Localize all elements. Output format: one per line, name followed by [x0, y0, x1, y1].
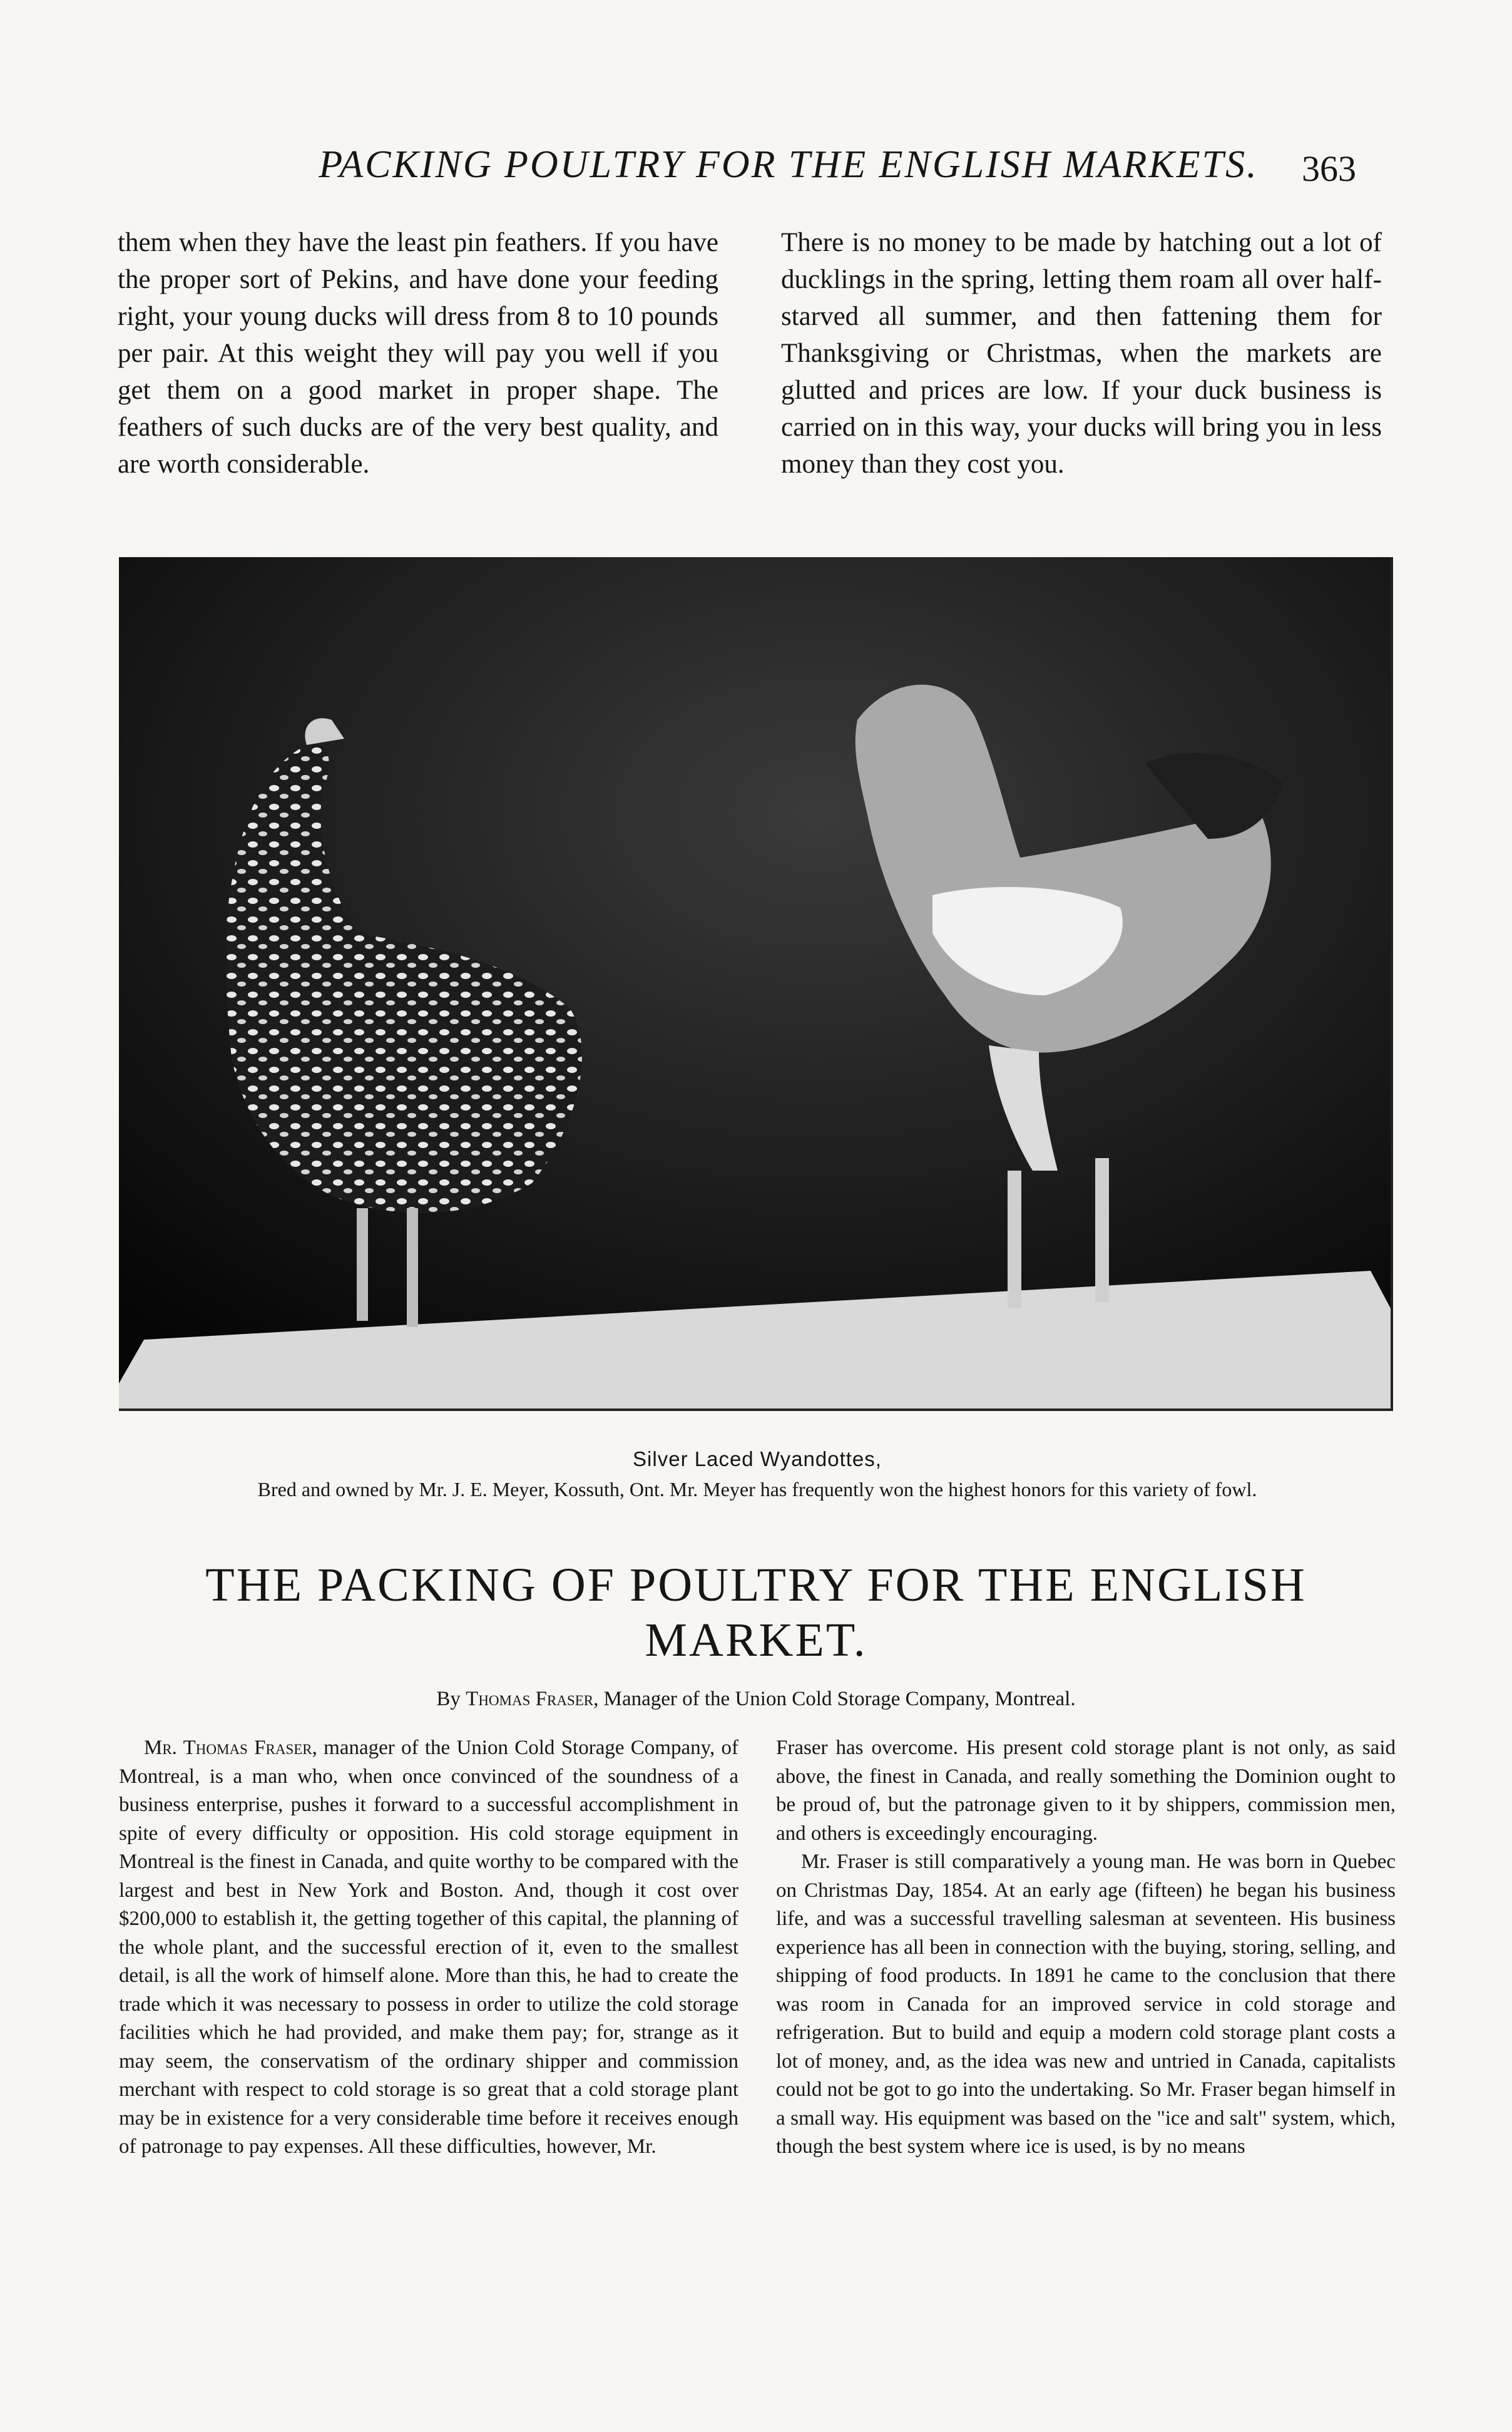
byline-affiliation: , Manager of the Union Cold Storage Company, Montreal.: [593, 1688, 1076, 1710]
page-number: 363: [1302, 148, 1356, 189]
byline-author: Thomas Fraser: [466, 1688, 594, 1710]
caption-title: Silver Laced Wyandottes,: [633, 1447, 882, 1470]
byline: [188, 1688, 1324, 1711]
article-lead-name: Mr. Thomas Fraser: [144, 1737, 312, 1759]
article-left-column: [119, 1734, 738, 2162]
byline-by: By: [436, 1688, 466, 1710]
caption-text: Bred and owned by Mr. J. E. Meyer, Kossuth, Ont. Mr. Meyer has frequently won the highest honors for this variety of fowl.: [257, 1478, 1257, 1501]
running-head: PACKING POULTRY FOR THE ENGLISH MARKETS.: [319, 143, 1259, 186]
article-paragraph: Fraser has overcome. His present cold storage plant is not only, as said above, the finest in Canada, and really something the Dominion ought to be proud of, but the patronage given to it by shippers, commission men, and others is exceedingly encouraging.: [776, 1737, 1396, 1845]
article-right-column: [776, 1734, 1396, 2162]
article-paragraph: [119, 1734, 738, 2162]
wyandottes-photo: [119, 557, 1393, 1411]
photo-caption: [150, 1446, 1364, 1502]
article-paragraph-text: , manager of the Union Cold Storage Company, of Montreal, is a man who, when once convinced of the soundness of a business enterprise, pushes it forward to a successful accomplishment in spite of every difficulty or opposition. His cold storage equipment in Montreal is the finest in Canada, and quite worthy to be compared with the largest and best in New York and Boston. And, though it cost over $200,000 to establish it, the getting together of this capital, the planning of the whole plant, and the successful erection of it, even to the smallest detail, is all the work of himself alone. More than this, he had to create the trade which it was necessary to possess in order to utilize the cold storage facilities which he had provided, and make them pay; for, strange as it may seem, the conservatism of the ordinary shipper and commission merchant with respect to cold storage is so great that a cold storage plant may be in existence for a very considerable time before it receives enough of patronage to pay expenses. All these difficulties, however, Mr.: [119, 1737, 739, 2158]
top-left-column: them when they have the least pin feathers. If you have the proper sort of Pekins, and have done your feeding right, your young ducks will dress from 8 to 10 pounds per pair. At this weight they will pay you well if you get them on a good market in proper shape. The feathers of such ducks are of the very best quality, and are worth considerable.: [118, 228, 718, 479]
top-right-column: There is no money to be made by hatching out a lot of ducklings in the spring, letting them roam all over half-starved all summer, and then fattening them for Thanksgiving or Christmas, when the markets are glutted and prices are low. If your duck business is carried on in this way, your ducks will bring you in less money than they cost you.: [781, 228, 1382, 479]
article-paragraph: Mr. Fraser is still comparatively a young man. He was born in Quebec on Christmas Day, 1854. At an early age (fifteen) he began his business life, and was a successful travelling salesman at seventeen. His business experience has all been in connection with the buying, storing, selling, and shipping of food products. In 1891 he came to the conclusion that there was room in Canada for an improved service in cold storage and refrigeration. But to build and equip a modern cold storage plant costs a lot of money, and, as the idea was new and untried in Canada, capitalists could not be got to go into the undertaking. So Mr. Fraser began himself in a small way. His equipment was based on the "ice and salt" system, which, though the best system where ice is used, is by no means: [776, 1850, 1396, 2158]
article-title: THE PACKING OF POULTRY FOR THE ENGLISH MARKET.: [205, 1559, 1307, 1666]
